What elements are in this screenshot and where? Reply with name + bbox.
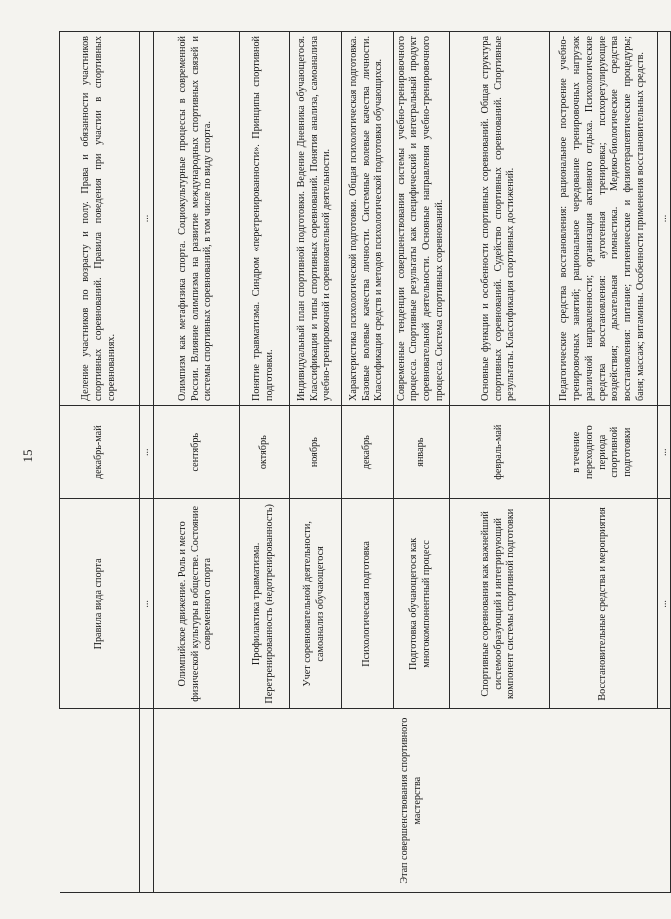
- topic-cell: Учет соревновательной деятельности, самоанализ обучающегося: [289, 499, 341, 709]
- period-cell: декабрь: [341, 405, 393, 498]
- table-row: [153, 32, 239, 893]
- content-cell: Понятие травматизма. Синдром «перетренированности». Принципы спортивной подготовки.: [239, 32, 289, 406]
- ellipsis-cell: ...: [140, 405, 154, 498]
- period-cell: сентябрь: [153, 405, 239, 498]
- period-cell: январь: [393, 405, 449, 498]
- ellipsis-cell: ...: [657, 32, 671, 406]
- rotated-table-container: [59, 31, 669, 893]
- topic-cell: Психологическая подготовка: [341, 499, 393, 709]
- table-row: [60, 32, 140, 893]
- ellipsis-cell: ...: [140, 499, 154, 709]
- content-cell: Основные функции и особенности спортивных соревнований. Общая структура спортивных соревнований. Судейство спортивных соревнований. Спортивные результаты. Классификация спортивных достижений.: [449, 32, 549, 406]
- topic-cell: Спортивные соревнования как важнейший системообразующий и интегрирующий компонент системы спортивной подготовки: [449, 499, 549, 709]
- content-cell: Индивидуальный план спортивной подготовки. Ведение Дневника обучающегося. Классификация и типы спортивных соревнований. Понятия анализа, самоанализа учебно-тренировочной и соревновательной деятельности.: [289, 32, 341, 406]
- content-cell: Характеристика психологической подготовки. Общая психологическая подготовка. Базовые волевые качества личности. Системные волевые качества личности. Классификация средств и методов психологической подготовки обучающихся.: [341, 32, 393, 406]
- ellipsis-cell: ...: [657, 499, 671, 709]
- ellipsis-cell: ...: [140, 32, 154, 406]
- stage-name-cell: Этап совершенствования спортивного мастерства: [153, 709, 671, 893]
- topic-cell: Профилактика травматизма. Перетренированность (недотренированность): [239, 499, 289, 709]
- page-number: 15: [20, 449, 35, 463]
- content-cell: Олимпизм как метафизика спорта. Социокультурные процессы в современной России. Влияние олимпизма на развитие международных спортивных связей и системы спортивных соревнований, в том числе по виду спорта.: [153, 32, 239, 406]
- table-row: [140, 32, 154, 893]
- topic-cell: Подготовка обучающегося как многокомпонентный процесс: [393, 499, 449, 709]
- period-cell: октябрь: [239, 405, 289, 498]
- period-cell: февраль-май: [449, 405, 549, 498]
- topic-cell: Правила вида спорта: [60, 499, 140, 709]
- topic-cell: Олимпийское движение. Роль и место физической культуры в обществе. Состояние современного спорта: [153, 499, 239, 709]
- content-cell: Деление участников по возрасту и полу. Права и обязанности участников спортивных соревнований. Правила поведения при участии в спортивных соревнованиях.: [60, 32, 140, 406]
- topic-cell: Восстановительные средства и мероприятия: [549, 499, 657, 709]
- period-cell: декабрь-май: [60, 405, 140, 498]
- ellipsis-cell: ...: [657, 405, 671, 498]
- period-cell: в течение переходного периода спортивной подготовки: [549, 405, 657, 498]
- content-cell: Современные тенденции совершенствования системы учебно-тренировочного процесса. Спортивные результаты как специфический и интегральный продукт соревновательной деятельности. Основные направления учебно-тренировочного процесса. Система спортивных соревнований.: [393, 32, 449, 406]
- curriculum-table: [59, 31, 671, 893]
- period-cell: ноябрь: [289, 405, 341, 498]
- content-cell: Педагогические средства восстановления: рациональное построение учебно-тренировочных занятий; рациональное чередование тренировочных нагрузок различной направленности; организация активного отдыха. Психологические средства восстановления: аутогенная тренировка; психорегулирующие воздействия; дыхательная гимнастика. Медико-биологические средства восстановления: питание; гигиенические и физиотерапевтические процедуры; баня; массаж; витамины. Особенности применения восстановительных средств.: [549, 32, 657, 406]
